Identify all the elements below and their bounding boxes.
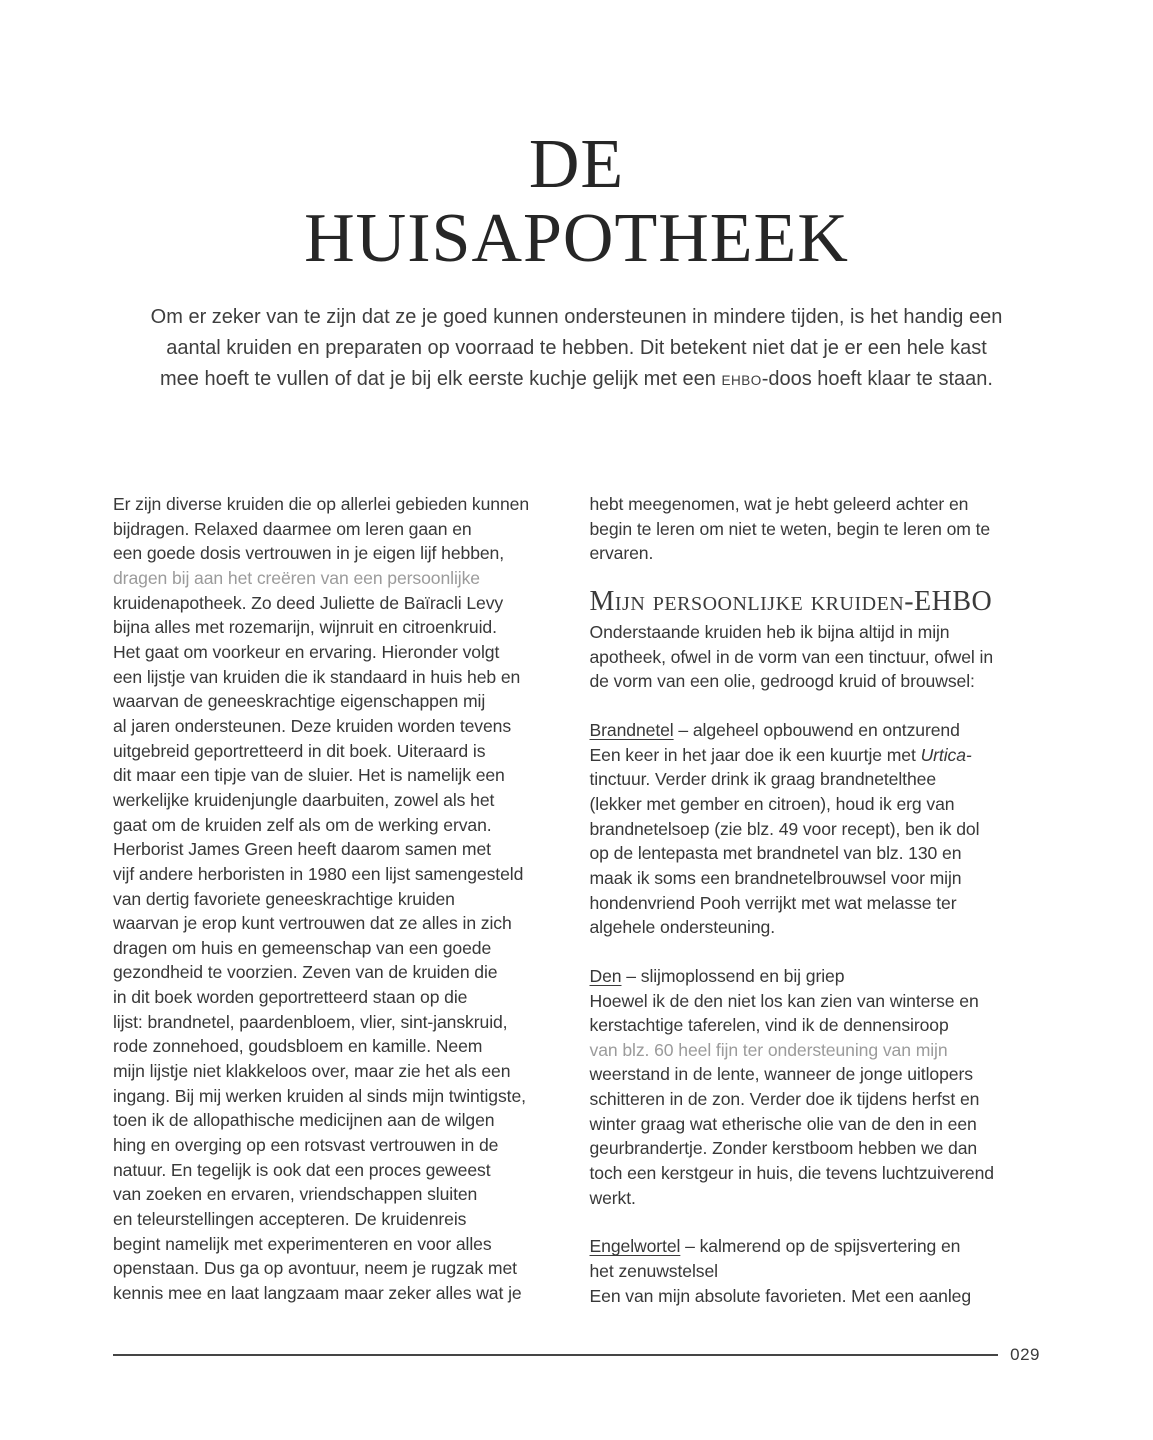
section-engelwortel [590, 1234, 1041, 1308]
body-line: weerstand in de lente, wanneer de jonge uitlopers [589, 1064, 973, 1085]
body-line: maak ik soms een brandnetelbrouwsel voor mijn [589, 867, 962, 888]
body-line: hondenvriend Pooh verrijkt met wat melasse ter [589, 892, 957, 913]
herb-name: Den [589, 965, 622, 986]
body-line: dit maar een tipje van de sluier. Het is namelijk een [113, 765, 505, 786]
body-line: waarvan je erop kunt vertrouwen dat ze alles in zich [113, 913, 512, 934]
intro-text: -doos hoeft klaar te staan. [761, 368, 993, 390]
intro-paragraph [0, 302, 1153, 396]
body-line: op de lentepasta met brandnetel van blz. 130 en [589, 843, 962, 864]
body-line: kruidenapotheek. Zo deed Juliette de Baïracli Levy [113, 592, 504, 613]
body-line: ervaren. [589, 543, 654, 564]
body-line: Een van mijn absolute favorieten. Met een aanleg [589, 1285, 972, 1306]
herb-title-line [590, 964, 1041, 989]
body-line: kerstachtige taferelen, vind ik de dennensiroop [589, 1015, 949, 1036]
intro-text: mee hoeft te vullen of dat je bij elk eerste kuchje gelijk met een [160, 368, 722, 390]
body-line: tinctuur. Verder drink ik graag brandnetelthee [589, 769, 937, 790]
body-line: algehele ondersteuning. [589, 917, 776, 938]
body-line: mijn lijstje niet klakkeloos over, maar zie het als een [113, 1061, 511, 1082]
body-line: Herborist James Green heeft daarom samen met [113, 839, 491, 860]
body-line: apotheek, ofwel in de vorm van een tinctuur, ofwel in [589, 646, 994, 667]
body-line: al jaren ondersteunen. Deze kruiden worden tevens [113, 715, 512, 736]
body-line: uitgebreid geportretteerd in dit boek. Uiteraard is [113, 740, 486, 761]
body-line: bijna alles met rozemarijn, wijnruit en citroenkruid. [113, 617, 497, 638]
body-line: werkt. [589, 1187, 636, 1208]
body-line: Er zijn diverse kruiden die op allerlei gebieden kunnen [113, 494, 530, 514]
body-line: Hoewel ik de den niet los kan zien van winterse en [589, 990, 979, 1011]
body-line: gaat om de kruiden zelf als om de werking ervan. [113, 814, 492, 835]
body-line: Onderstaande kruiden heb ik bijna altijd in mijn [589, 621, 950, 642]
body-line: toen ik de allopathische medicijnen aan de wilgen [113, 1110, 495, 1131]
body-line: gezondheid te voorzien. Zeven van de kruiden die [113, 962, 498, 983]
body-line: in dit boek worden geportretteerd staan op die [113, 987, 468, 1008]
body-line: schitteren in de zon. Verder doe ik tijdens herfst en [589, 1089, 980, 1110]
body-line: bijdragen. Relaxed daarmee om leren gaan en [113, 518, 472, 539]
body-line: een lijstje van kruiden die ik standaard in huis heb en [113, 666, 521, 687]
body-line: geurbrandertje. Zonder kerstboom hebben we dan [589, 1138, 978, 1159]
body-line: van zoeken en ervaren, vriendschappen sluiten [113, 1184, 478, 1205]
body-line: waarvan de geneeskrachtige eigenschappen mij [113, 691, 486, 712]
body-line: winter graag wat etherische olie van de den in een [589, 1113, 977, 1134]
body-line: kennis mee en laat langzaam maar zeker alles wat je [113, 1283, 522, 1303]
body-line: en teleurstellingen accepteren. De kruidenreis [113, 1209, 467, 1230]
paragraph [590, 989, 1041, 1211]
page-title [0, 0, 1153, 276]
body-line: het zenuwstelsel [589, 1261, 718, 1282]
body-line: toch een kerstgeur in huis, die tevens luchtzuiverend [589, 1163, 994, 1184]
body-line: ingang. Bij mij werken kruiden al sinds mijn twintigste, [113, 1085, 526, 1106]
body-line: rode zonnehoed, goudsbloem en kamille. Neem [113, 1036, 483, 1057]
body-line: hing en overging op een rotsvast vertrouwen in de [113, 1135, 499, 1156]
herb-tagline: – slijmoplossend en bij griep [621, 965, 845, 986]
paragraph [590, 492, 1041, 566]
body-line: (lekker met gember en citroen), houd ik erg van [589, 793, 955, 814]
herb-name: Engelwortel [589, 1236, 681, 1257]
body-line: van blz. 60 heel fijn ter ondersteuning van mijn [589, 1039, 948, 1060]
body-line: hebt meegenomen, wat je hebt geleerd achter en [589, 494, 969, 514]
body-text: Een keer in het jaar doe ik een kuurtje met [589, 744, 921, 765]
left-column [113, 492, 564, 1308]
body-line: brandnetelsoep (zie blz. 49 voor recept), ben ik dol [589, 818, 980, 839]
intro-line: aantal kruiden en preparaten op voorraad te hebben. Dit betekent niet dat je er een hele kast [166, 337, 987, 359]
title-line-1: DE [528, 126, 625, 203]
right-column [590, 492, 1041, 1308]
body-line: een goede dosis vertrouwen in je eigen lijf hebben, [113, 543, 505, 564]
page-footer [113, 1345, 1040, 1365]
body-line: openstaan. Dus ga op avontuur, neem je rugzak met [113, 1258, 517, 1279]
intro-line: Om er zeker van te zijn dat ze je goed kunnen ondersteunen in mindere tijden, is het handig een [150, 306, 1003, 328]
intro-line [0, 364, 1153, 396]
body-line: werkelijke kruidenjungle daarbuiten, zowel als het [113, 789, 495, 810]
body-line: de vorm van een olie, gedroogd kruid of brouwsel: [589, 671, 975, 692]
body-line: van dertig favoriete geneeskrachtige kruiden [113, 888, 455, 909]
herb-title-line [590, 718, 1041, 743]
page-number: 029 [1010, 1345, 1040, 1364]
footer-rule [113, 1354, 998, 1356]
herb-tagline: – algeheel opbouwend en ontzurend [673, 719, 960, 740]
herb-name: Brandnetel [589, 719, 674, 740]
body-line [590, 743, 1041, 768]
body-line: Het gaat om voorkeur en ervaring. Hieronder volgt [113, 641, 500, 662]
paragraph [590, 620, 1041, 694]
body-line: dragen om huis en gemeenschap van een goede [113, 937, 492, 958]
paragraph [590, 767, 1041, 940]
title-line-2: HUISAPOTHEEK [304, 200, 849, 277]
paragraph [590, 1259, 1041, 1308]
body-line: begin te leren om niet te weten, begin te leren om te [589, 518, 991, 539]
body-line: begint namelijk met experimenteren en voor alles [113, 1233, 492, 1254]
body-line: vijf andere herboristen in 1980 een lijst samengesteld [113, 863, 524, 884]
section-den [590, 964, 1041, 1211]
herb-tagline: – kalmerend op de spijsvertering en [680, 1236, 961, 1257]
herb-title-line [590, 1234, 1041, 1259]
two-column-body [113, 492, 1040, 1308]
latin-name: Urtica- [920, 744, 972, 765]
body-line: dragen bij aan het creëren van een persoonlijke [113, 567, 480, 588]
ehbo-abbreviation: EHBO [721, 373, 762, 388]
body-line: lijst: brandnetel, paardenbloem, vlier, sint-janskruid, [113, 1011, 508, 1032]
paragraph [113, 492, 564, 1306]
section-brandnetel [590, 718, 1041, 940]
body-line: natuur. En tegelijk is ook dat een proces geweest [113, 1159, 491, 1180]
section-heading: Mijn persoonlijke kruiden-EHBO [589, 585, 993, 617]
